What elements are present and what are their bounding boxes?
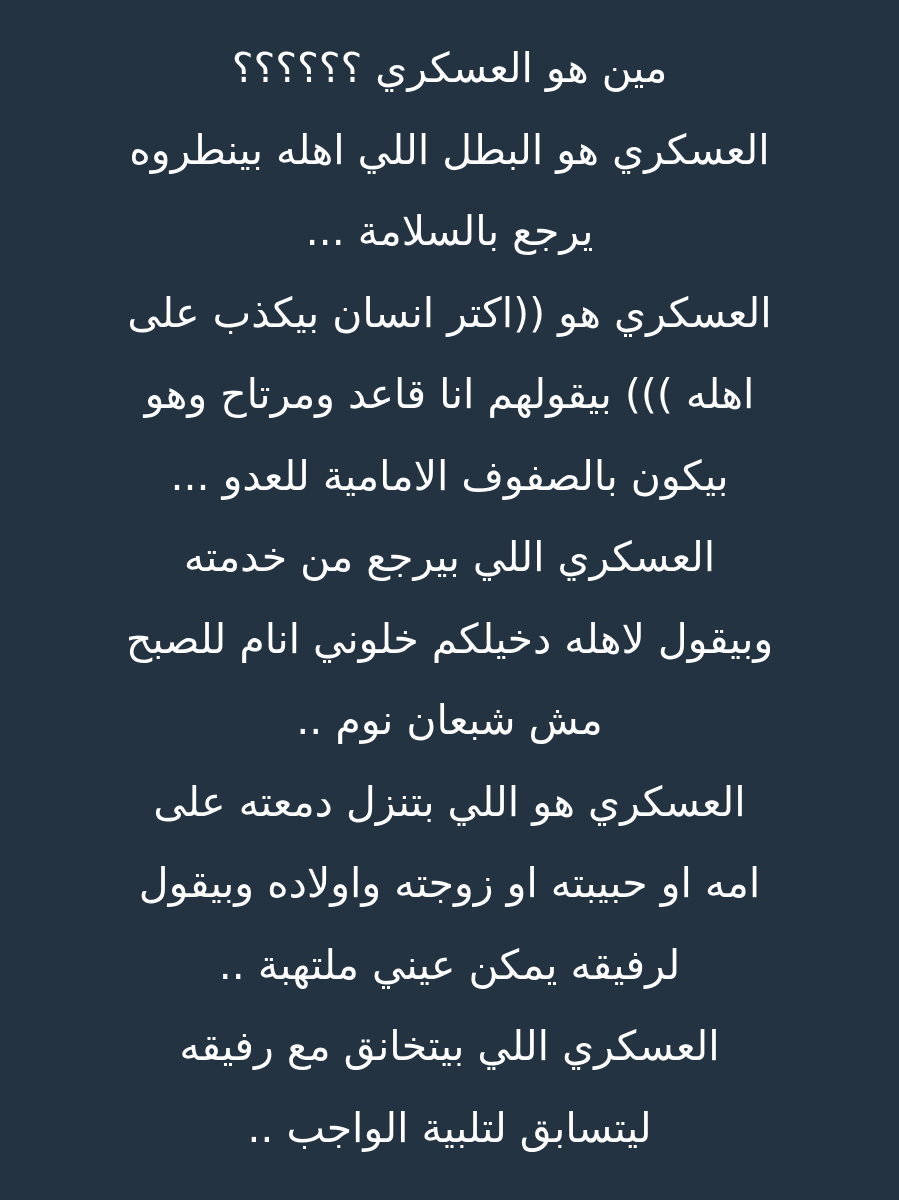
post-text-line: مش شبعان نوم .. [296, 696, 603, 744]
post-text-line: العسكري هو البطل اللي اهله بينطروه [129, 125, 770, 174]
post-text-line: يرجع بالسلامة ... [305, 207, 594, 255]
post-text-line: ليتسابق لتلبية الواجب .. [247, 1103, 652, 1152]
post-text-block [34, 28, 865, 1169]
post-text-line: العسكري اللي بيتخانق مع رفيقه [179, 1022, 720, 1070]
post-text-line: مين هو العسكري ؟؟؟؟؟؟ [231, 44, 668, 92]
post-text-line: بيكون بالصفوف الامامية للعدو ... [170, 451, 729, 500]
post-text-line: وبيقول لاهله دخيلكم خلوني انام للصبح [125, 614, 774, 663]
post-text-line: لرفيقه يمكن عيني ملتهبة .. [218, 940, 681, 989]
post-text-line: اهله ))) بيقولهم انا قاعد ومرتاح وهو [144, 370, 755, 418]
post-text-line: امه او حبيبته او زوجته واولاده وبيقول [138, 859, 761, 907]
post-text-line: العسكري هو ((اكتر انسان بيكذب على [127, 288, 772, 337]
post-text-line: العسكري هو اللي بتنزل دمعته على [153, 777, 746, 826]
post-text-line: العسكري اللي بيرجع من خدمته [183, 533, 716, 581]
